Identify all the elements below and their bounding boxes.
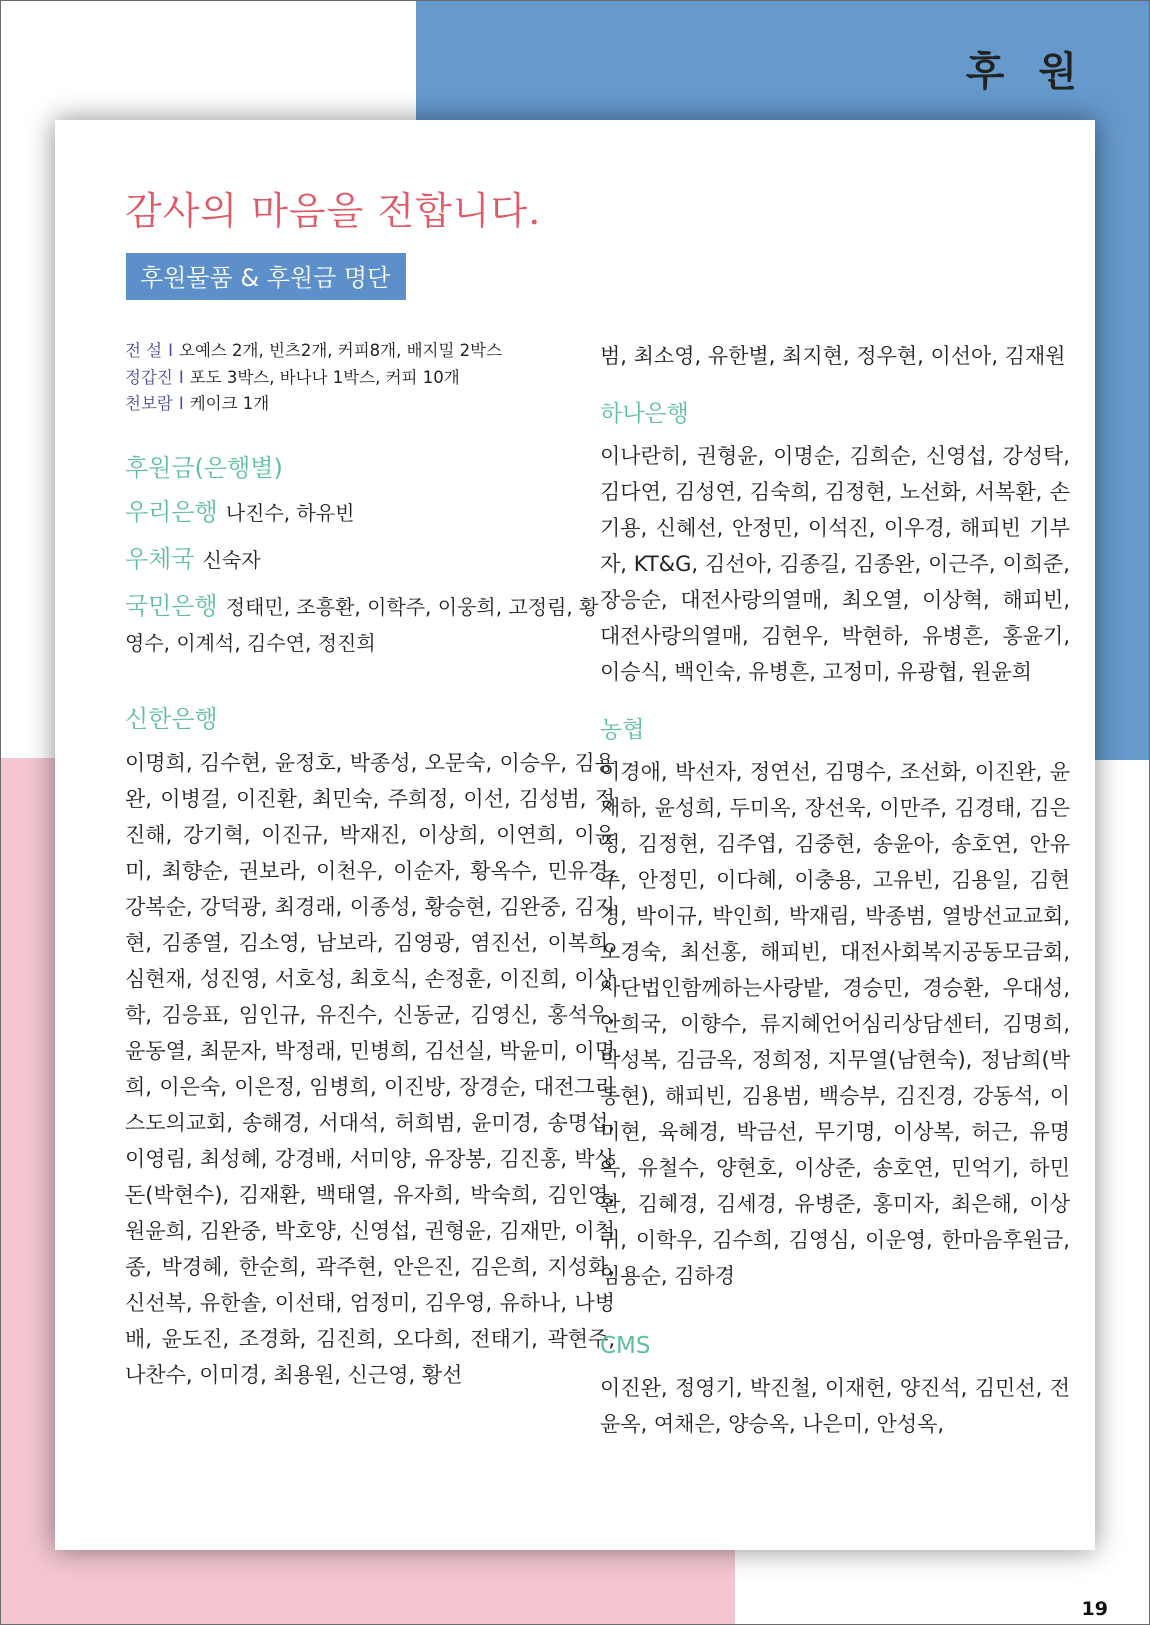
item-row [125,391,615,418]
bank-names-nonghyup: 이경애, 박선자, 정연선, 김명수, 조선화, 이진완, 윤재하, 윤성희, 두미옥, 장선욱, 이만주, 김경태, 김은정, 김정현, 김주엽, 김중현, 송윤아, 송호연, 안유주, 안정민, 이다혜, 이충용, 고유빈, 김용일, 김현경, 박이규, 박인희, 박재림, 박종범, 열방선교교회, 오경숙, 최선홍, 해피빈, 대전사회복지공동모금회, 사단법인함께하는사랑밭, 경승민, 경승환, 우대성, 안희국, 이향수, 류지혜언어심리상담센터, 김명희, 박성복, 김금옥, 정희정, 지무열(남현숙), 정남희(박동현), 해피빈, 김용범, 백승부, 김진경, 강동석, 이미현, 육혜경, 박금선, 무기명, 이상복, 허근, 유명옥, 유철수, 양현호, 이상준, 송호연, 민억기, 하민환, 김혜경, 김세경, 유병준, 홍미자, 최은해, 이상귀, 이학우, 김수희, 김영심, 이운영, 한마음후원금, 임용순, 김하경 [600,760,1070,1288]
bank-label-post: 우체국 [125,544,195,573]
bank-names-kookmin: 정태민, 조흥환, 이학주, 이웅희, 고정림, 황영수, 이계석, 김수연, 정진희 [125,594,599,655]
bank-heading-shinhan: 신한은행 [125,704,218,733]
item-separator: I [168,341,173,360]
item-row [125,338,615,365]
bank-kookmin [125,588,615,661]
bank-names-shinhan: 이명희, 김수현, 윤정호, 박종성, 오문숙, 이승우, 김용완, 이병걸, 이진환, 최민숙, 주희정, 이선, 김성범, 정진해, 강기혁, 이진규, 박재진, 이상희, 이연희, 이윤미, 최향순, 권보라, 이천우, 이순자, 황옥수, 민유경, 강복순, 강덕광, 최경래, 이종성, 황승현, 김완중, 김지현, 김종열, 김소영, 남보라, 김영광, 염진선, 이복희, 심현재, 성진영, 서호성, 최호식, 손정훈, 이진희, 이상학, 김응표, 임인규, 유진수, 신동균, 김영신, 홍석우, 윤동열, 최문자, 박정래, 민병희, 김선실, 박윤미, 이명희, 이은숙, 이은정, 임병희, 이진방, 장경순, 대전그리스도의교회, 송해경, 서대석, 허희범, 윤미경, 송명섭, 이영림, 최성혜, 강경배, 서미양, 유장봉, 김진홍, 박상돈(박현수), 김재환, 백태열, 유자희, 박숙희, 김인영, 원윤희, 김완중, 박호양, 신영섭, 권형윤, 김재만, 이철종, 박경혜, 한순희, 곽주현, 안은진, 김은희, 지성화, 신선복, 유한솔, 이선태, 엄정미, 김우영, 유하나, 나병배, 윤도진, 조경화, 김진희, 오다희, 전태기, 곽현주, 나찬수, 이미경, 최용원, 신근영, 황선 [125,750,615,1387]
item-label: 전 설 [125,341,163,360]
donations-heading: 후원금(은행별) [125,453,283,482]
left-column [125,338,615,1393]
bank-names-post: 신숙자 [202,547,261,572]
headline: 감사의 마음을 전합니다. [125,189,542,233]
content-card [55,120,1095,1550]
item-label: 천보람 [125,394,173,413]
page-number: 19 [1081,1598,1108,1620]
bank-label-kookmin: 국민은행 [125,591,218,620]
item-label: 정갑진 [125,367,173,387]
bank-names-shinhan-continued: 범, 최소영, 유한별, 최지현, 정우현, 이선아, 김재원 [600,344,1066,368]
section-title: 후 원 [965,49,1087,95]
right-column [600,338,1070,1442]
item-separator: I [178,394,184,413]
bank-names-woori: 나진수, 하유빈 [225,500,355,525]
bank-woori [125,494,615,531]
bank-heading-nonghyup: 농협 [600,717,645,743]
bank-label-woori: 우리은행 [125,497,218,526]
item-separator: I [178,367,184,387]
item-row [125,365,615,392]
bank-heading-cms: CMS [600,1333,651,1359]
bank-names-cms: 이진완, 정영기, 박진철, 이재헌, 양진석, 김민선, 전윤옥, 여채은, 양승옥, 나은미, 안성옥, [600,1376,1070,1436]
bank-names-hana: 이나란히, 권형윤, 이명순, 김희순, 신영섭, 강성탁, 김다연, 김성연, 김숙희, 김정현, 노선화, 서복환, 손기용, 신혜선, 안정민, 이석진, 이우경, 해피빈 기부자, KT&G, 김선아, 김종길, 김종완, 이근주, 이희준, 장응순, 대전사랑의열매, 최오열, 이상혁, 해피빈, 대전사랑의열매, 김현우, 박현하, 유병흔, 홍윤기, 이승식, 백인숙, 유병흔, 고정미, 유광협, 원윤희 [600,444,1070,684]
item-text: 케이크 1개 [189,394,270,413]
item-text: 오예스 2개, 빈츠2개, 커피8개, 배지밀 2박스 [179,341,503,360]
bank-heading-hana: 하나은행 [600,401,689,427]
subhead-banner: 후원물품 & 후원금 명단 [126,253,406,300]
bank-post [125,541,615,578]
item-text: 포도 3박스, 바나나 1박스, 커피 10개 [189,367,460,387]
